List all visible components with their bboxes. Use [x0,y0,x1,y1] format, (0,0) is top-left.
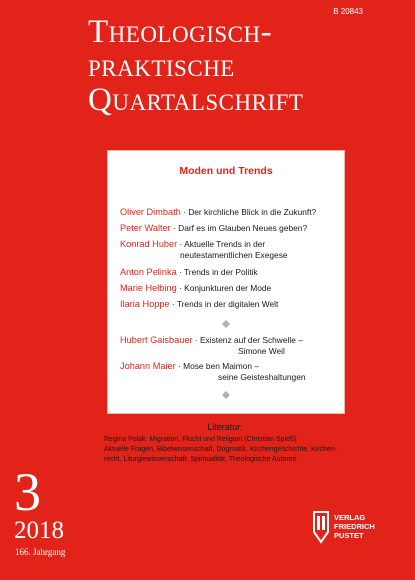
issue-number: 3 [14,462,41,522]
essay-author: Hubert Gaisbauer [120,335,193,345]
literature-list [104,435,354,465]
title-line-3 [88,84,408,117]
article-item [120,223,340,234]
literature-heading: Literatur: [207,422,243,432]
article-author: Konrad Huber [120,239,178,249]
article-title: · Trends in der digitalen Welt [169,299,279,309]
article-author: Peter Walter [120,223,171,233]
title-line-1-text: Theologisch- [88,14,273,50]
literature-line: Regina Polak: Migration, Flucht und Religion (Christian Spieß) [104,436,297,443]
issue-year: 2018 [14,517,64,544]
article-title: · Der kirchliche Blick in die Zukunft? [180,207,317,217]
magazine-title [88,16,408,117]
literature-line: recht, Liturgiewissenschaft, Spiritualität, Theologische Autoren [104,456,297,463]
issn-code: B 20843 [333,7,363,16]
article-title: · Konjunkturen der Mode [176,283,272,293]
diamond-divider-icon [222,391,230,399]
publisher-logo [312,508,410,550]
pustet-logo-icon [312,510,330,544]
title-line-1 [88,16,408,49]
essay-item [120,335,340,357]
article-title: · Aktuelle Trends in der [177,239,266,249]
publisher-line: VERLAG [334,513,366,522]
diamond-divider-icon [222,320,230,328]
publisher-name [334,513,375,540]
article-author: Ilaria Hoppe [120,299,170,309]
title-line-3-text: Quartalschrift [88,82,304,118]
essay-item [120,361,340,383]
article-item [120,239,340,261]
essay-title: · Mose ben Maimon – [175,361,259,371]
essay-title-continued: seine Geisteshaltungen [218,372,306,382]
title-line-2-text: praktische [88,48,235,84]
publisher-line: PUSTET [334,531,364,540]
issue-theme: Moden und Trends [179,165,273,177]
essay-title: · Existenz auf der Schwelle – [192,335,303,345]
issue-volume: 166. Jahrgang [15,547,66,557]
article-title: · Darf es im Glauben Neues geben? [170,223,308,233]
article-item [120,207,340,218]
article-title: · Trends in der Politik [176,267,258,277]
article-title-continued: neutestamentlichen Exegese [180,250,288,260]
article-author: Anton Pelinka [120,267,177,277]
article-item [120,283,340,294]
literature-line: Aktuelle Fragen, Bibelwissenschaft, Dogmatik, Kirchengeschichte, Kirchen- [104,446,338,453]
article-item [120,299,340,310]
article-item [120,267,340,278]
essay-title-continued: Simone Weil [238,346,285,356]
publisher-line: FRIEDRICH [334,522,375,531]
title-line-2 [88,50,408,83]
essay-author: Johann Maier [120,361,176,371]
article-author: Marie Helbing [120,283,177,293]
article-author: Oliver Dimbath [120,207,181,217]
contents-panel [107,150,345,414]
